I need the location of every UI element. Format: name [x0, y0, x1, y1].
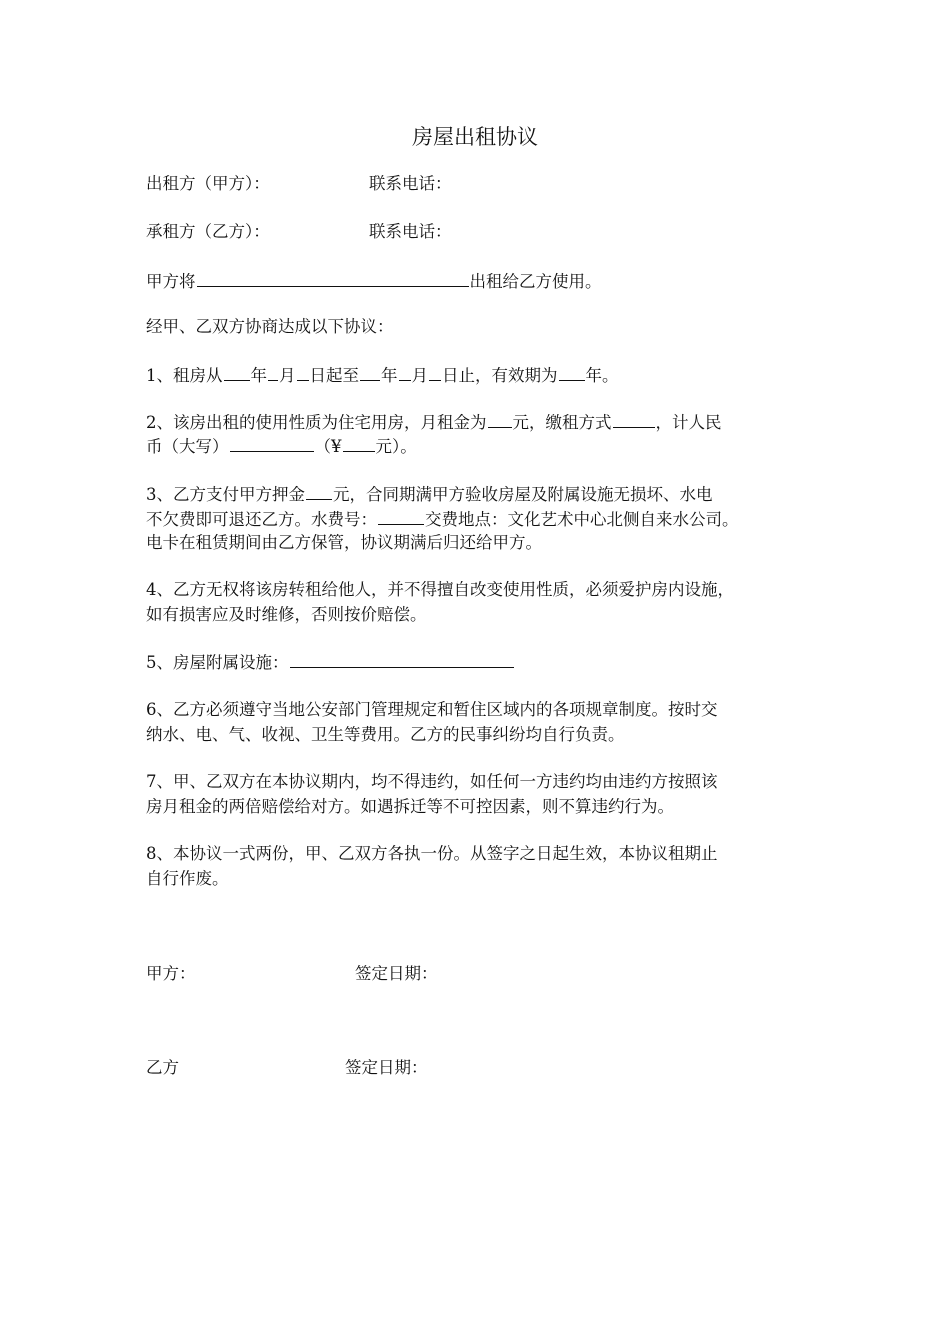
clause-6-line-1: 6、乙方必须遵守当地公安部门管理规定和暂住区域内的各项规章制度。按时交: [146, 700, 718, 719]
end-month-blank: [399, 361, 411, 381]
end-day-blank: [429, 361, 441, 381]
clause-3-text: 交费地点：文化艺术中心北侧自来水公司。: [425, 510, 739, 529]
clause-1-text: 日止，有效期为: [442, 366, 558, 385]
start-year-blank: [224, 361, 250, 381]
clause-6-line-2: 纳水、电、气、收视、卫生等费用。乙方的民事纠纷均自行负责。: [146, 725, 625, 744]
party-b-row: [146, 219, 826, 245]
clause-3-text: 不欠费即可退还乙方。水费号：: [146, 510, 377, 529]
clause-1: [146, 361, 826, 389]
agreement-intro: 经甲、乙双方协商达成以下协议：: [146, 317, 394, 336]
clause-1-text: 年: [381, 366, 398, 385]
clause-2-text: 元，缴租方式: [512, 413, 612, 432]
clause-2-text: （¥: [314, 437, 342, 456]
clause-5: [146, 648, 826, 676]
document-title: 房屋出租协议: [412, 125, 538, 149]
clause-8-line-2: 自行作废。: [146, 869, 229, 888]
rent-uppercase-blank: [230, 432, 314, 452]
clause-1-text: 月: [279, 366, 296, 385]
clause-1-text: 年。: [585, 366, 619, 385]
lease-intro-pre: 甲方将: [146, 272, 196, 291]
clause-1-text: 年: [250, 366, 267, 385]
clause-2-line-2: [146, 432, 826, 460]
clause-3-line-1: [146, 480, 826, 508]
clause-3-line-2: [146, 505, 826, 533]
clause-2-text: 币（大写）: [146, 437, 229, 456]
clause-2-text: 2、该房出租的使用性质为住宅用房，月租金为: [146, 413, 487, 432]
clause-1-text: 1、租房从: [146, 366, 223, 385]
property-blank: [197, 267, 469, 287]
clause-3-line-3: 电卡在租赁期间由乙方保管，协议期满后归还给甲方。: [146, 533, 542, 552]
clause-4-line-2: 如有损害应及时维修，否则按价赔偿。: [146, 605, 427, 624]
signature-a-label: 甲方：: [146, 964, 196, 983]
clause-3-text: 3、乙方支付甲方押金: [146, 485, 305, 504]
facilities-blank: [290, 648, 514, 668]
payment-method-blank: [613, 408, 655, 428]
monthly-rent-blank: [488, 408, 512, 428]
water-account-blank: [378, 505, 424, 525]
deposit-blank: [306, 480, 332, 500]
signature-a-row: [146, 961, 826, 987]
clause-5-text: 5、房屋附属设施：: [146, 653, 289, 672]
party-a-label: 出租方（甲方）：: [146, 174, 270, 193]
clause-8-line-1: 8、本协议一式两份，甲、乙双方各执一份。从签字之日起生效，本协议租期止: [146, 844, 718, 863]
lease-intro: [146, 267, 826, 295]
clause-1-text: 日起至: [309, 366, 359, 385]
clause-1-text: 月: [411, 366, 428, 385]
term-years-blank: [559, 361, 585, 381]
rent-number-blank: [343, 432, 375, 452]
signature-a-date-label: 签定日期：: [355, 964, 438, 983]
start-day-blank: [297, 361, 309, 381]
party-b-phone-label: 联系电话：: [369, 222, 452, 241]
clause-3-text: 元，合同期满甲方验收房屋及附属设施无损坏、水电: [333, 485, 713, 504]
signature-b-row: [146, 1055, 826, 1081]
clause-2-text: ，计人民: [655, 413, 722, 432]
start-month-blank: [268, 361, 278, 381]
end-year-blank: [360, 361, 380, 381]
lease-intro-post: 出租给乙方使用。: [469, 272, 602, 291]
party-b-label: 承租方（乙方）：: [146, 222, 270, 241]
party-a-phone-label: 联系电话：: [369, 174, 452, 193]
clause-7-line-1: 7、甲、乙双方在本协议期内，均不得违约，如任何一方违约均由违约方按照该: [146, 772, 718, 791]
signature-b-date-label: 签定日期：: [345, 1058, 428, 1077]
signature-b-label: 乙方: [146, 1058, 179, 1077]
clause-4-line-1: 4、乙方无权将该房转租给他人，并不得擅自改变使用性质，必须爱护房内设施，: [146, 580, 734, 599]
clause-2-text: 元）。: [375, 437, 417, 456]
party-a-row: [146, 171, 826, 197]
clause-7-line-2: 房月租金的两倍赔偿给对方。如遇拆迁等不可控因素，则不算违约行为。: [146, 797, 674, 816]
